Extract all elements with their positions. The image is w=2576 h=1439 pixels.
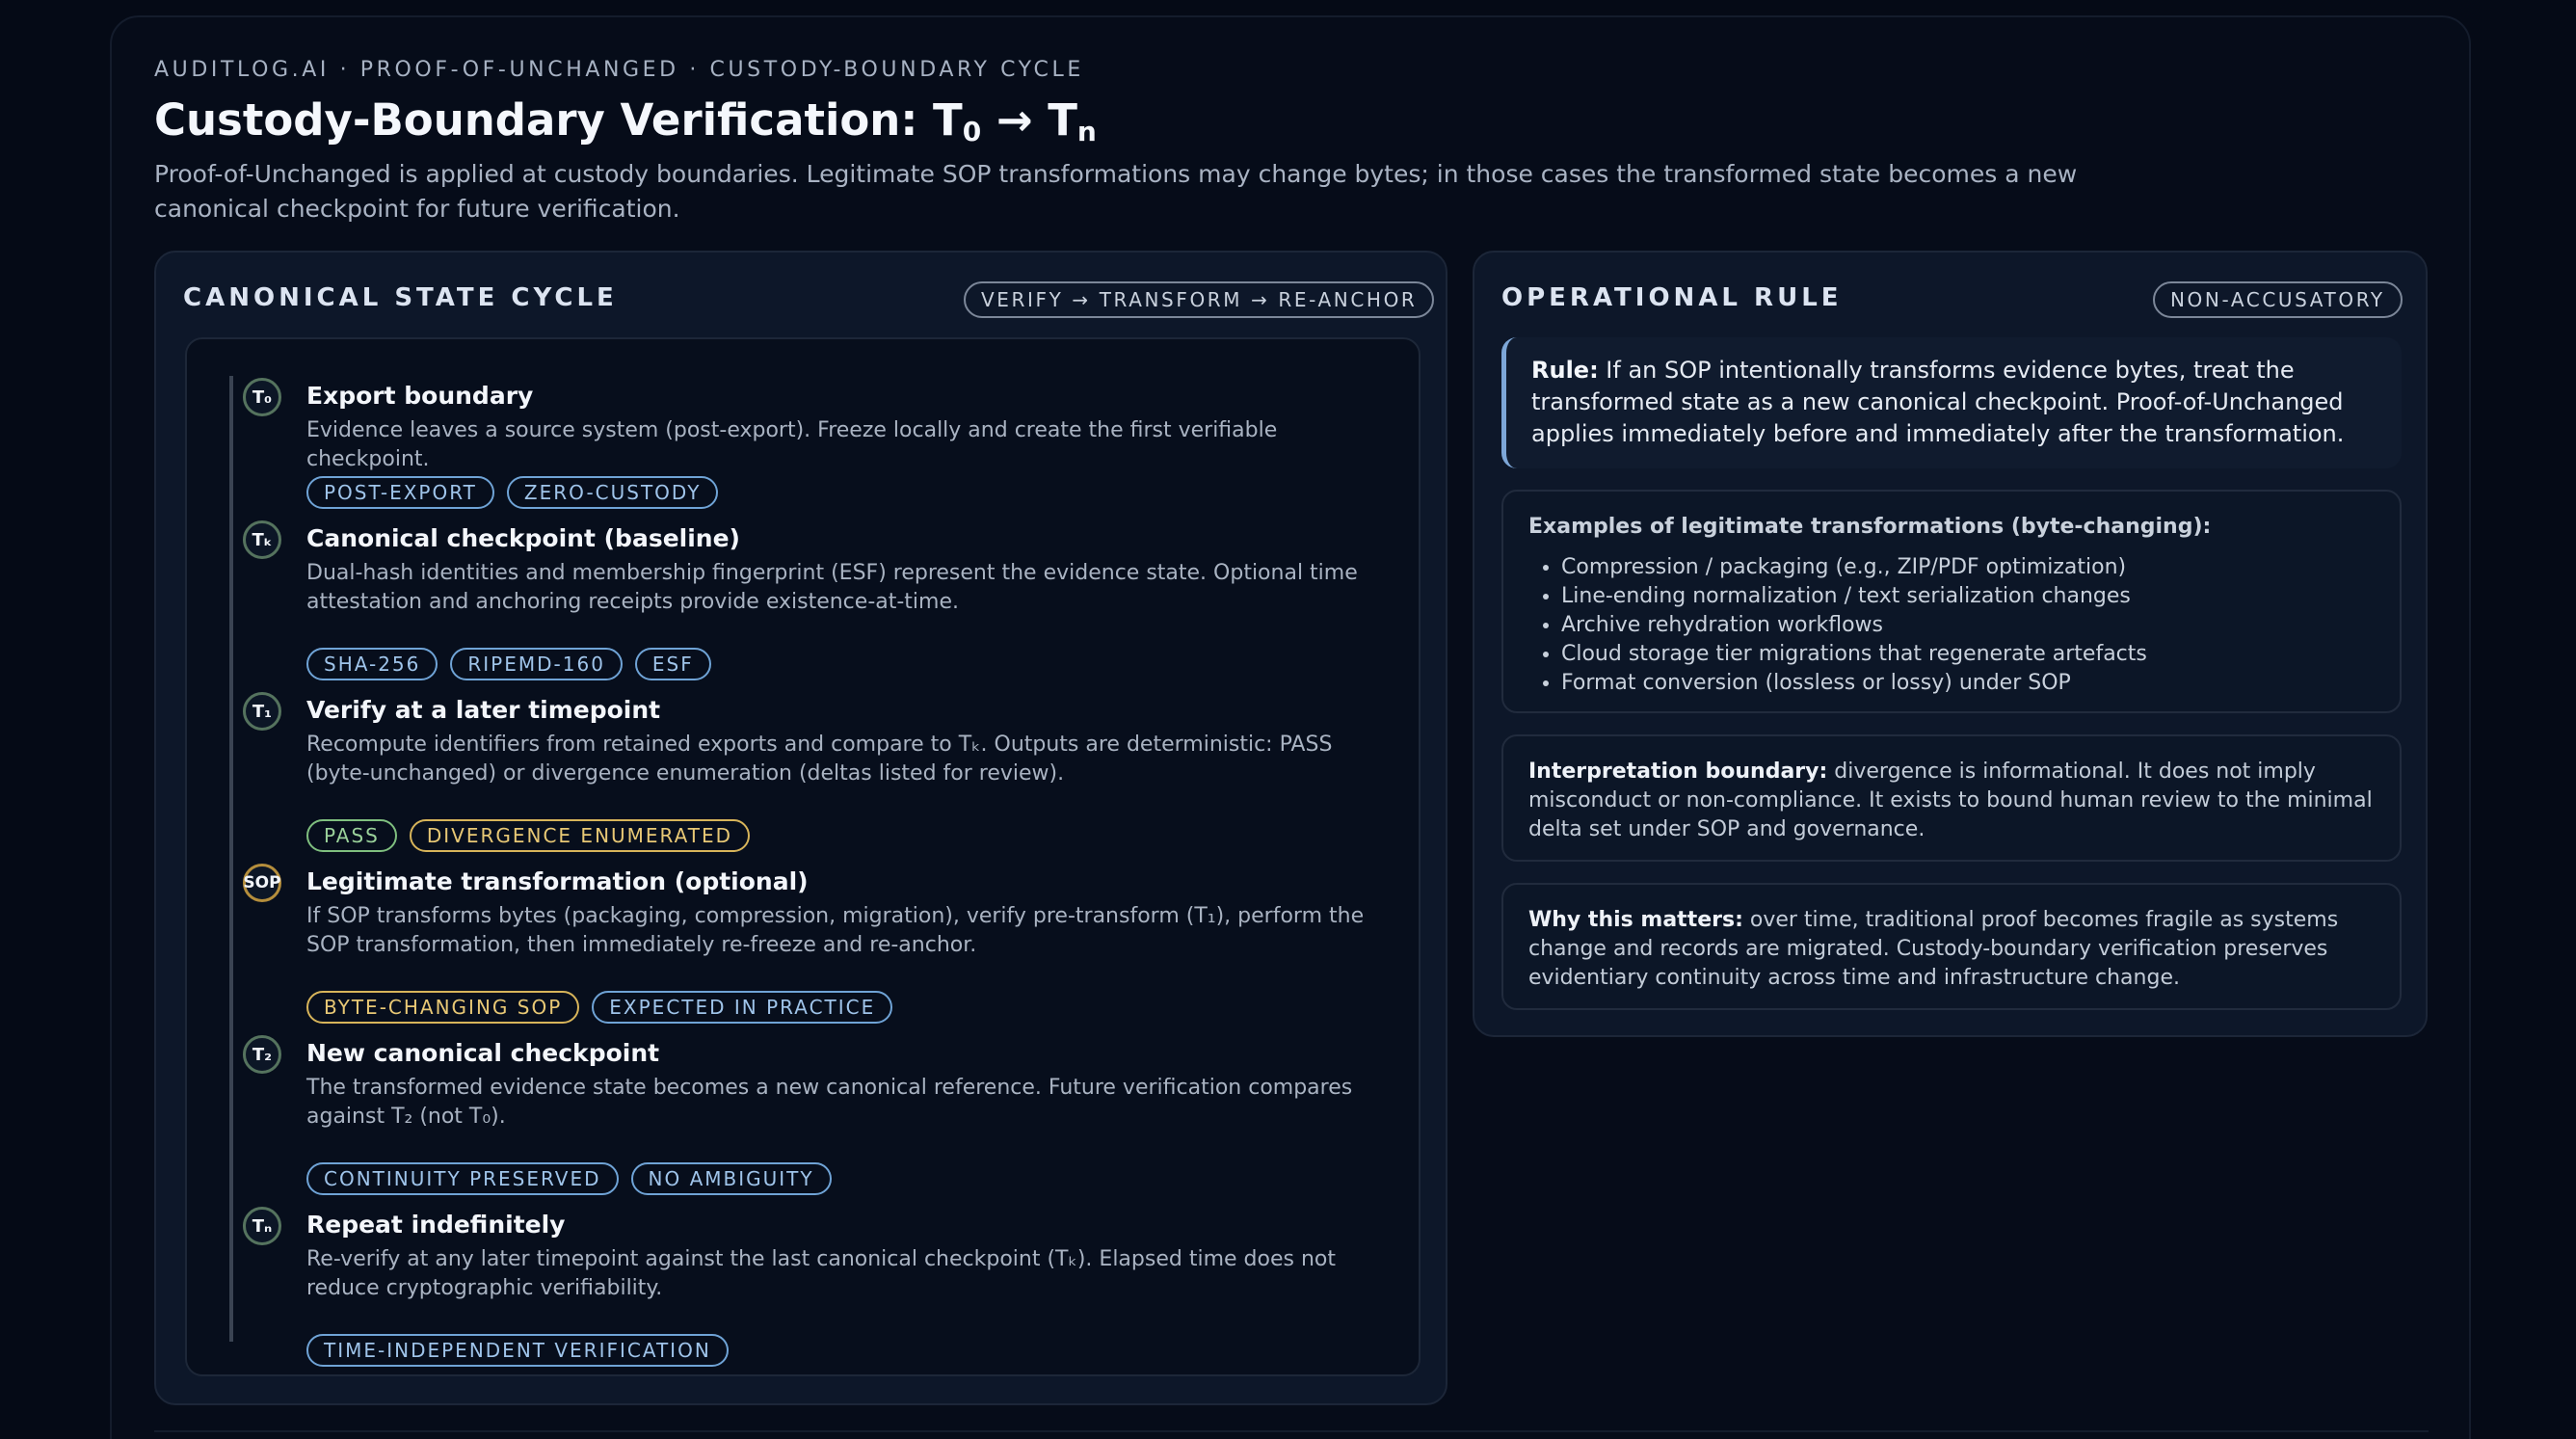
step-badge: Tₖ [243, 520, 281, 559]
tag: ESF [635, 648, 711, 680]
step-title: Export boundary [306, 382, 534, 410]
list-item: • Archive rehydration workflows [1561, 611, 2375, 640]
why-this-matters-card [1501, 883, 2402, 1010]
page-title [154, 94, 1097, 147]
step-description: Re-verify at any later timepoint against the last canonical checkpoint (Tₖ). Elapsed time does not reduce cryptographic verifiability. [306, 1247, 1336, 1300]
step-badge: T₁ [243, 692, 281, 731]
step-description: Evidence leaves a source system (post-export). Freeze locally and create the first verifiable checkpoint. [306, 418, 1278, 471]
step-title: New canonical checkpoint [306, 1039, 660, 1067]
why-label: Why this matters: [1528, 908, 1743, 932]
step-badge-sop: SOP [243, 864, 281, 902]
tag: RIPEMD-160 [450, 648, 623, 680]
non-accusatory-pill: NON-ACCUSATORY [2153, 281, 2403, 318]
panel-heading: OPERATIONAL RULE [1501, 283, 1843, 312]
rule-text: If an SOP intentionally transforms evidence bytes, treat the transformed state as a new canonical checkpoint. Proof-of-Unchanged applies immediately before and immediately after the transformation. [1531, 357, 2345, 447]
tag: POST-EXPORT [306, 476, 494, 509]
step-tags [306, 648, 711, 680]
interpretation-boundary-card [1501, 734, 2402, 862]
tag-divergence: DIVERGENCE ENUMERATED [410, 819, 750, 852]
step-tags [306, 1162, 832, 1195]
interp-text: divergence is informational. It does not imply misconduct or non-compliance. It exists to bound human review to the minimal delta set under SOP and governance. [1528, 759, 2373, 841]
canonical-state-cycle-panel [154, 251, 1447, 1405]
list-item: • Line-ending normalization / text serialization changes [1561, 582, 2375, 611]
title-text: Custody-Boundary Verification: T [154, 94, 963, 146]
panel-heading: CANONICAL STATE CYCLE [183, 283, 618, 312]
cycle-pill: VERIFY → TRANSFORM → RE-ANCHOR [964, 281, 1434, 318]
tag: NO AMBIGUITY [631, 1162, 832, 1195]
step-tags [306, 991, 892, 1024]
list-item: • Cloud storage tier migrations that regenerate artefacts [1561, 640, 2375, 669]
examples-title: Examples of legitimate transformations (byte-changing): [1528, 515, 2212, 539]
step-badge: Tₙ [243, 1207, 281, 1245]
title-subscript-0: 0 [962, 116, 982, 147]
step-tags [306, 476, 718, 509]
timeline-line [229, 376, 233, 1342]
tag: EXPECTED IN PRACTICE [592, 991, 892, 1024]
step-tags [306, 1334, 729, 1367]
tag: CONTINUITY PRESERVED [306, 1162, 619, 1195]
interp-label: Interpretation boundary: [1528, 759, 1828, 784]
list-item: • Format conversion (lossless or lossy) under SOP [1561, 669, 2375, 698]
step-tags [306, 819, 750, 852]
title-arrow: → T [981, 94, 1077, 146]
tag-byte-changing: BYTE-CHANGING SOP [306, 991, 579, 1024]
title-subscript-n: n [1076, 116, 1097, 147]
rule-callout [1501, 337, 2402, 468]
step-title: Repeat indefinitely [306, 1211, 566, 1239]
tag: SHA-256 [306, 648, 438, 680]
step-description: Recompute identifiers from retained exports and compare to Tₖ. Outputs are deterministic: PASS (byte-unchanged) or divergence enumeration (deltas listed for review). [306, 733, 1333, 786]
list-item: • Compression / packaging (e.g., ZIP/PDF optimization) [1561, 553, 2375, 582]
divider [154, 1430, 2429, 1432]
timeline [185, 337, 1421, 1376]
tag-pass: PASS [306, 819, 397, 852]
tag: ZERO-CUSTODY [507, 476, 719, 509]
step-description: The transformed evidence state becomes a new canonical reference. Future verification compares against T₂ (not T₀). [306, 1076, 1353, 1129]
step-title: Legitimate transformation (optional) [306, 867, 809, 895]
tag: TIME-INDEPENDENT VERIFICATION [306, 1334, 729, 1367]
step-badge: T₀ [243, 378, 281, 416]
examples-list [1528, 553, 2375, 698]
step-title: Verify at a later timepoint [306, 696, 661, 724]
examples-card [1501, 490, 2402, 713]
step-description: Dual-hash identities and membership fingerprint (ESF) represent the evidence state. Optional time attestation and anchoring receipts provide existence-at-time. [306, 561, 1358, 614]
page-lede: Proof-of-Unchanged is applied at custody boundaries. Legitimate SOP transformations may change bytes; in those cases the transformed state becomes a new canonical checkpoint for future verification. [154, 160, 2078, 223]
eyebrow: AUDITLOG.AI · PROOF-OF-UNCHANGED · CUSTODY-BOUNDARY CYCLE [154, 58, 1084, 82]
why-text: over time, traditional proof becomes fragile as systems change and records are migrated. Custody-boundary verification preserves evidentiary continuity across time and infrastructure change. [1528, 908, 2339, 990]
step-badge: T₂ [243, 1035, 281, 1074]
step-description: If SOP transforms bytes (packaging, compression, migration), verify pre-transform (T₁), perform the SOP transformation, then immediately re-freeze and re-anchor. [306, 904, 1365, 957]
step-title: Canonical checkpoint (baseline) [306, 524, 740, 552]
rule-label: Rule: [1531, 357, 1599, 384]
operational-rule-panel [1473, 251, 2428, 1037]
